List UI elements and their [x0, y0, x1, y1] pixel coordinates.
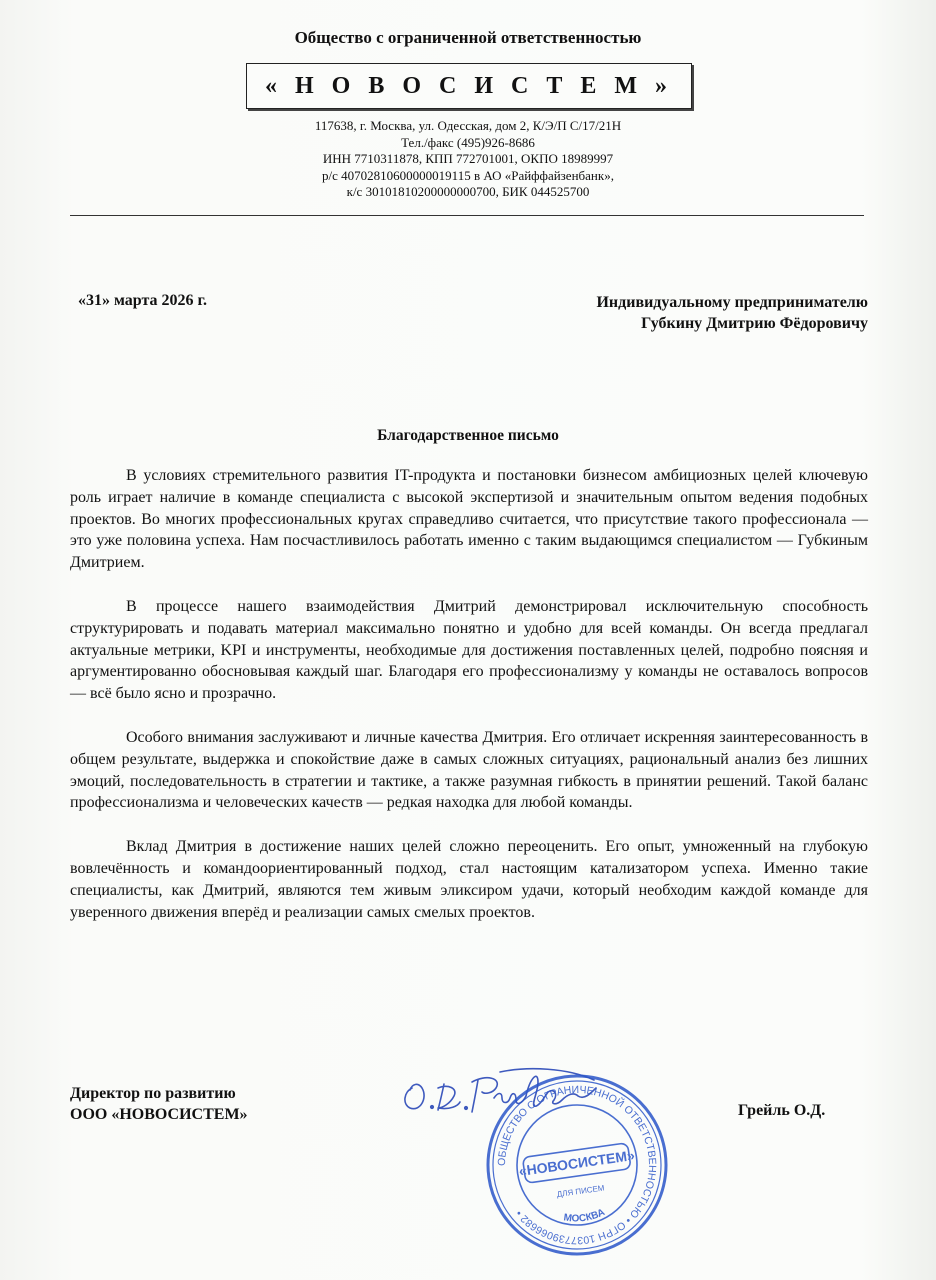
requisites-address: 117638, г. Москва, ул. Одесская, дом 2, К/Э/П С/17/21Н — [314, 118, 622, 133]
company-stamp — [482, 1070, 672, 1260]
requisites-phone: Тел./факс (495)926-8686 — [401, 134, 535, 150]
requisites-tax-ids: ИНН 7710311878, КПП 772701001, ОКПО 18989997 — [322, 151, 614, 166]
requisites-bank-account: р/с 40702810600000019115 в АО «Райффайзенбанк», — [322, 167, 614, 183]
stamp-center-name: «НОВОСИСТЕМ» — [517, 1146, 636, 1180]
signatory-organization: ООО «НОВОСИСТЕМ» — [70, 1106, 248, 1123]
stamp-center-sub: ДЛЯ ПИСЕМ — [556, 1183, 606, 1200]
letter-title: Благодарственное письмо — [377, 427, 559, 444]
body-paragraph-1: В условиях стремительного развития IT-продукта и постановки бизнесом амбициозных целей ключевую роль играет наличие в команде специалиста с высокой экспертизой и значительным опытом ведения подобных проектов. Во многих профессиональных кругах справедливо считается, что присутствие такого профессионала — это уже половина успеха. Нам посчастливилось работать именно с таким выдающимся специалистом — Губкиным Дмитрием. — [70, 467, 868, 572]
header-divider — [70, 215, 864, 216]
signatory-position — [70, 1083, 248, 1125]
body-paragraph-2: В процессе нашего взаимодействия Дмитрий демонстрировал исключительную способность структурировать и подавать материал максимально понятно и удобно для всей команды. Он всегда предлагал актуальные метрики, KPI и инструменты, необходимые для достижения поставленных целей, подробно поясняя и аргументированно обосновывая каждый шаг. Благодаря его профессионализму у команды не оставалось вопросов — всё было ясно и прозрачно. — [70, 597, 868, 703]
requisites-corr-account: к/с 30101810200000000700, БИК 044525700 — [346, 184, 590, 199]
requisites-block — [0, 118, 936, 201]
org-name: « Н О В О С И С Т Е М » — [264, 72, 673, 99]
letter-date: «31» марта 2026 г. — [78, 292, 207, 309]
stamp-ring-text: ОБЩЕСТВО С ОГРАНИЧЕННОЙ ОТВЕТСТВЕННОСТЬЮ • ОГРН 1037739066682 • — [495, 1083, 659, 1247]
org-name-box — [246, 63, 692, 109]
letter-body — [70, 465, 868, 945]
org-type: Общество с ограниченной ответственностью — [294, 28, 642, 47]
body-paragraph-4: Вклад Дмитрия в достижение наших целей сложно переоценить. Его опыт, умноженный на глубокую вовлечённость и командоориентированный подход, стал настоящим катализатором успеха. Именно такие специалисты, как Дмитрий, являются тем живым эликсиром удачи, который необходим каждой команде для уверенного движения вперёд и реализации самых смелых проектов. — [70, 838, 868, 921]
signatory-position-title: Директор по развитию — [70, 1085, 236, 1102]
addressee-block — [596, 292, 868, 334]
stamp-city: МОСКВА — [562, 1206, 607, 1225]
body-paragraph-3: Особого внимания заслуживают и личные качества Дмитрия. Его отличает искренняя заинтересованность в общем результате, выдержка и спокойствие даже в самых сложных ситуациях, рациональный анализ без лишних эмоций, последовательность в стратегии и тактике, а также разумная гибкость в принятии решений. Такой баланс профессионализма и человеческих качеств — редкая находка для любой команды. — [70, 728, 868, 812]
addressee-name: Губкину Дмитрию Фёдоровичу — [641, 315, 868, 332]
signatory-name: Грейль О.Д. — [738, 1102, 826, 1119]
addressee-title: Индивидуальному предпринимателю — [596, 294, 868, 311]
